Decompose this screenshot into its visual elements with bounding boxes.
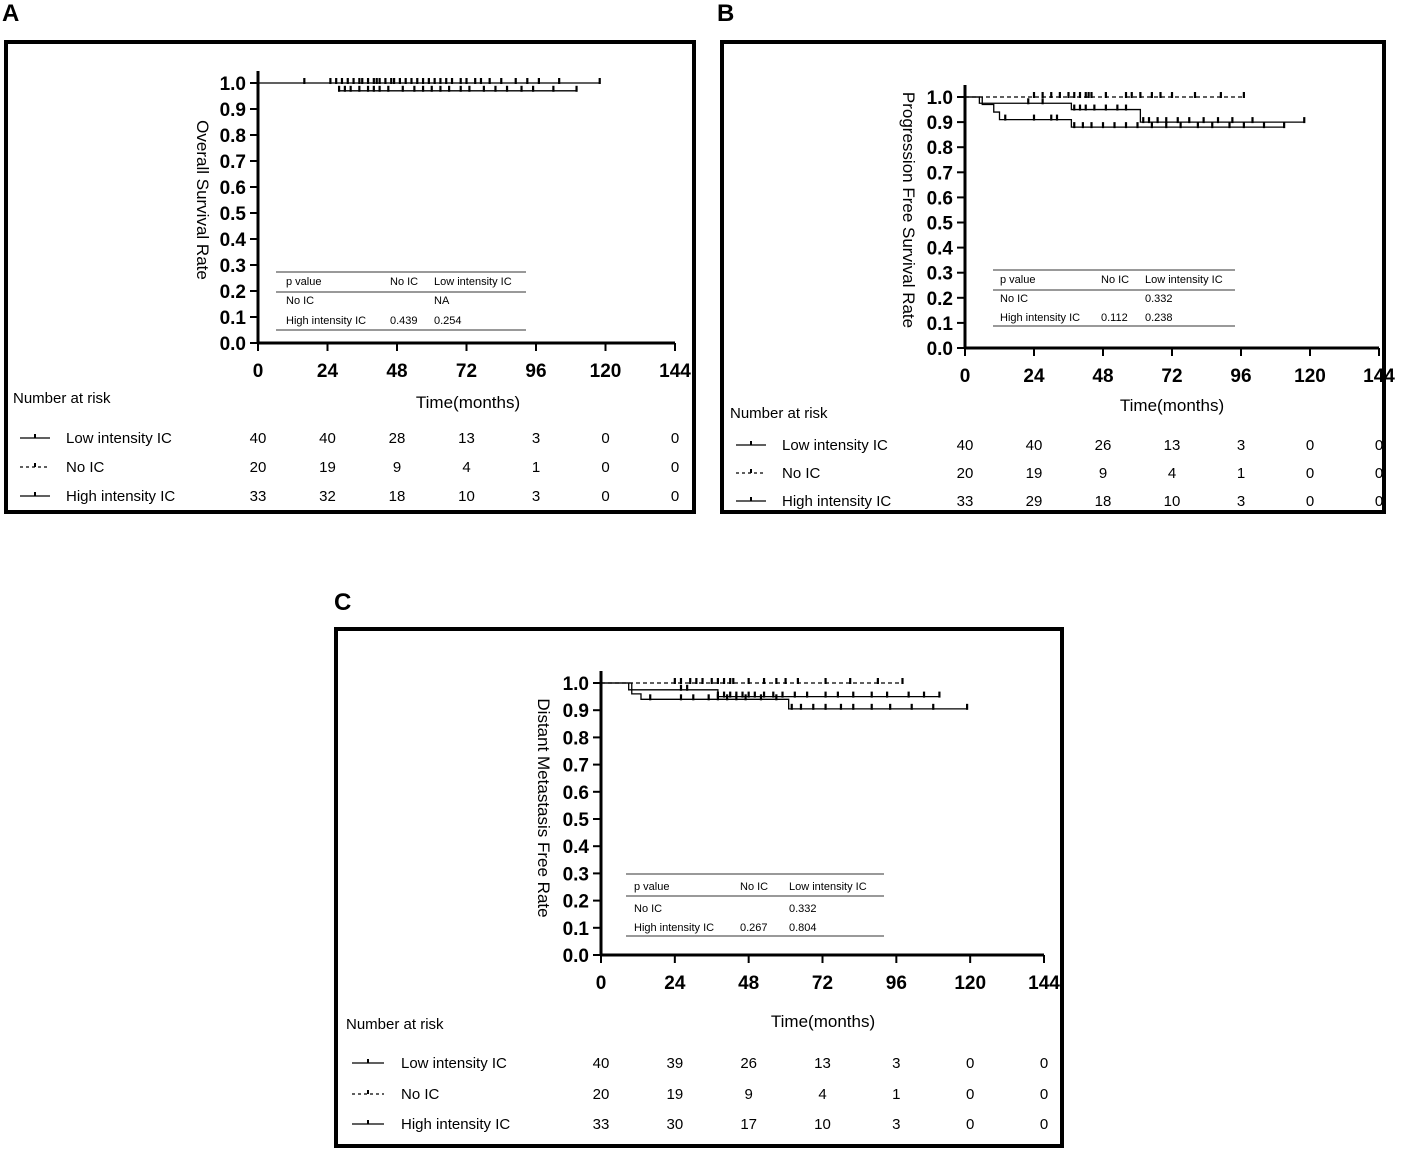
risk-count: 40 [319,430,336,447]
risk-row-label: No IC [782,465,821,482]
risk-count: 0 [1374,437,1384,454]
risk-count: 9 [392,459,402,476]
y-tick-label: 1.0 [926,88,953,109]
x-tick-label: 144 [1363,366,1395,387]
risk-count: 1 [531,459,541,476]
km-chart-progression-free-survival [716,0,1404,520]
risk-count: 32 [319,488,336,505]
risk-count: 33 [249,488,267,505]
pvalue-header: p value [634,881,670,893]
risk-count: 13 [1163,437,1181,454]
risk-row-label: Low intensity IC [66,430,172,447]
y-tick-label: 0.2 [219,282,246,303]
x-axis-label: Time(months) [1119,396,1225,415]
risk-count: 18 [1094,493,1112,510]
x-tick-label: 72 [1161,366,1183,387]
y-tick-label: 0.9 [219,100,246,121]
y-tick-label: 0.3 [562,864,589,886]
x-tick-label: 120 [589,361,622,382]
risk-count: 10 [814,1116,831,1133]
y-tick-label: 0.3 [219,256,246,277]
risk-row-label: High intensity IC [401,1116,511,1133]
risk-count: 28 [388,430,406,447]
y-tick-label: 0.7 [926,163,953,185]
risk-count: 39 [666,1055,684,1072]
panel-letter-a: A [2,0,20,27]
y-tick-label: 0.4 [562,837,589,859]
risk-count: 0 [965,1055,975,1072]
risk-count: 0 [670,488,680,505]
risk-table-title: Number at risk [346,1016,444,1033]
pvalue-cell: 0.804 [789,922,817,934]
risk-count: 3 [531,488,541,505]
risk-count: 4 [818,1086,827,1103]
risk-count: 1 [1236,465,1246,482]
risk-row-label: Low intensity IC [782,437,888,454]
y-tick-label: 0.5 [219,204,246,225]
risk-row-label: No IC [66,459,105,476]
pvalue-cell: High intensity IC [1000,312,1081,324]
pvalue-cell: No IC [1000,293,1029,305]
risk-count: 13 [814,1055,831,1072]
risk-count: 0 [601,459,610,476]
risk-count: 20 [249,459,267,476]
risk-count: 18 [388,488,406,505]
x-tick-label: 96 [525,361,547,382]
x-tick-label: 96 [885,973,907,994]
y-tick-label: 1.0 [219,74,246,95]
x-tick-label: 0 [959,366,971,387]
risk-count: 10 [1163,493,1181,510]
risk-count: 0 [1039,1116,1049,1133]
risk-count: 1 [892,1086,901,1103]
y-tick-label: 0.4 [219,230,246,251]
risk-count: 40 [592,1055,610,1072]
km-chart-distant-metastasis-free [330,618,1070,1155]
x-tick-label: 144 [659,361,691,382]
y-tick-label: 0.6 [926,188,953,210]
y-tick-label: 0.0 [926,339,953,360]
risk-count: 0 [1305,465,1315,482]
pvalue-cell: 0.439 [390,315,418,327]
risk-count: 3 [1236,437,1246,454]
risk-count: 0 [1039,1086,1049,1103]
x-tick-label: 0 [595,973,607,994]
km-chart-overall-survival [0,0,700,520]
y-tick-label: 0.2 [926,288,953,310]
risk-row-label: No IC [401,1086,440,1103]
y-tick-label: 0.5 [562,810,589,831]
risk-count: 0 [1039,1055,1049,1072]
risk-count: 0 [670,430,680,447]
y-axis-label: Progression Free Survival Rate [899,91,918,329]
y-axis-label: Distant Metastasis Free Rate [534,698,553,918]
pvalue-header: Low intensity IC [789,881,867,893]
x-tick-label: 72 [811,973,834,994]
survival-curve [601,683,939,697]
risk-count: 40 [249,430,267,447]
risk-count: 26 [740,1055,758,1072]
risk-count: 40 [1025,437,1043,454]
pvalue-cell: 0.254 [434,315,462,327]
y-tick-label: 0.1 [926,313,953,335]
x-tick-label: 120 [1294,366,1326,387]
y-tick-label: 0.8 [562,728,589,750]
risk-count: 33 [956,493,974,510]
y-tick-label: 0.3 [926,263,953,285]
pvalue-header: Low intensity IC [1145,274,1223,286]
risk-count: 4 [462,459,471,476]
x-tick-label: 0 [252,361,264,382]
risk-count: 0 [1305,493,1315,510]
risk-count: 0 [601,488,610,505]
pvalue-header: p value [286,276,322,288]
risk-table-title: Number at risk [730,405,828,422]
x-tick-label: 24 [316,361,339,382]
y-tick-label: 0.7 [219,152,246,173]
y-tick-label: 0.7 [562,755,589,777]
y-tick-label: 0.1 [219,308,246,329]
panel-letter-c: C [334,589,352,616]
pvalue-cell: 0.112 [1101,312,1128,324]
x-tick-label: 96 [1230,366,1252,387]
risk-count: 0 [965,1116,975,1133]
risk-count: 0 [670,459,680,476]
risk-count: 20 [956,465,974,482]
risk-count: 9 [1098,465,1108,482]
y-tick-label: 0.0 [562,946,589,967]
y-tick-label: 0.6 [562,782,589,804]
risk-count: 0 [1374,465,1384,482]
risk-count: 3 [1236,493,1246,510]
y-tick-label: 0.0 [219,334,246,355]
risk-count: 33 [592,1116,610,1133]
pvalue-cell: 0.238 [1145,312,1173,324]
x-tick-label: 144 [1028,973,1060,994]
risk-count: 0 [601,430,610,447]
risk-count: 19 [319,459,336,476]
x-tick-label: 48 [386,361,408,382]
pvalue-cell: High intensity IC [286,315,367,327]
risk-count: 26 [1094,437,1112,454]
pvalue-cell: 0.332 [789,903,817,915]
pvalue-header: Low intensity IC [434,276,512,288]
y-tick-label: 0.9 [562,701,589,723]
risk-count: 9 [744,1086,753,1103]
pvalue-header: No IC [1101,274,1130,286]
pvalue-header: p value [1000,274,1036,286]
x-tick-label: 48 [738,973,760,994]
y-tick-label: 0.5 [926,213,953,235]
pvalue-cell: NA [434,295,450,307]
risk-count: 3 [892,1116,901,1133]
risk-count: 0 [1305,437,1315,454]
pvalue-header: No IC [390,276,419,288]
pvalue-header: No IC [740,881,769,893]
x-tick-label: 24 [664,973,686,994]
risk-count: 0 [1374,493,1384,510]
risk-count: 40 [956,437,974,454]
risk-row-label: Low intensity IC [401,1055,507,1072]
y-tick-label: 1.0 [562,674,589,695]
risk-count: 29 [1025,493,1043,510]
risk-count: 19 [666,1086,684,1103]
y-tick-label: 0.8 [219,126,246,147]
x-tick-label: 72 [455,361,478,382]
risk-count: 20 [592,1086,610,1103]
y-tick-label: 0.8 [926,138,953,160]
y-tick-label: 0.6 [219,178,246,199]
x-tick-label: 48 [1092,366,1114,387]
risk-count: 3 [892,1055,901,1072]
risk-count: 3 [531,430,541,447]
y-tick-label: 0.4 [926,238,953,260]
risk-count: 4 [1167,465,1177,482]
risk-count: 19 [1025,465,1043,482]
y-tick-label: 0.1 [562,918,589,940]
y-axis-label: Overall Survival Rate [193,120,212,280]
risk-count: 17 [740,1116,758,1133]
pvalue-cell: No IC [286,295,315,307]
x-tick-label: 24 [1023,366,1045,387]
risk-count: 13 [458,430,475,447]
y-tick-label: 0.9 [926,113,953,135]
risk-row-label: High intensity IC [782,493,892,510]
x-tick-label: 120 [954,973,987,994]
risk-count: 10 [458,488,475,505]
pvalue-cell: No IC [634,903,663,915]
risk-count: 30 [666,1116,684,1133]
y-tick-label: 0.2 [562,891,589,913]
risk-count: 0 [965,1086,975,1103]
pvalue-cell: High intensity IC [634,922,715,934]
panel-letter-b: B [717,0,735,27]
x-axis-label: Time(months) [415,393,521,412]
pvalue-cell: 0.267 [740,922,768,934]
risk-row-label: High intensity IC [66,488,176,505]
risk-table-title: Number at risk [13,390,111,407]
pvalue-cell: 0.332 [1145,293,1173,305]
x-axis-label: Time(months) [770,1012,876,1031]
